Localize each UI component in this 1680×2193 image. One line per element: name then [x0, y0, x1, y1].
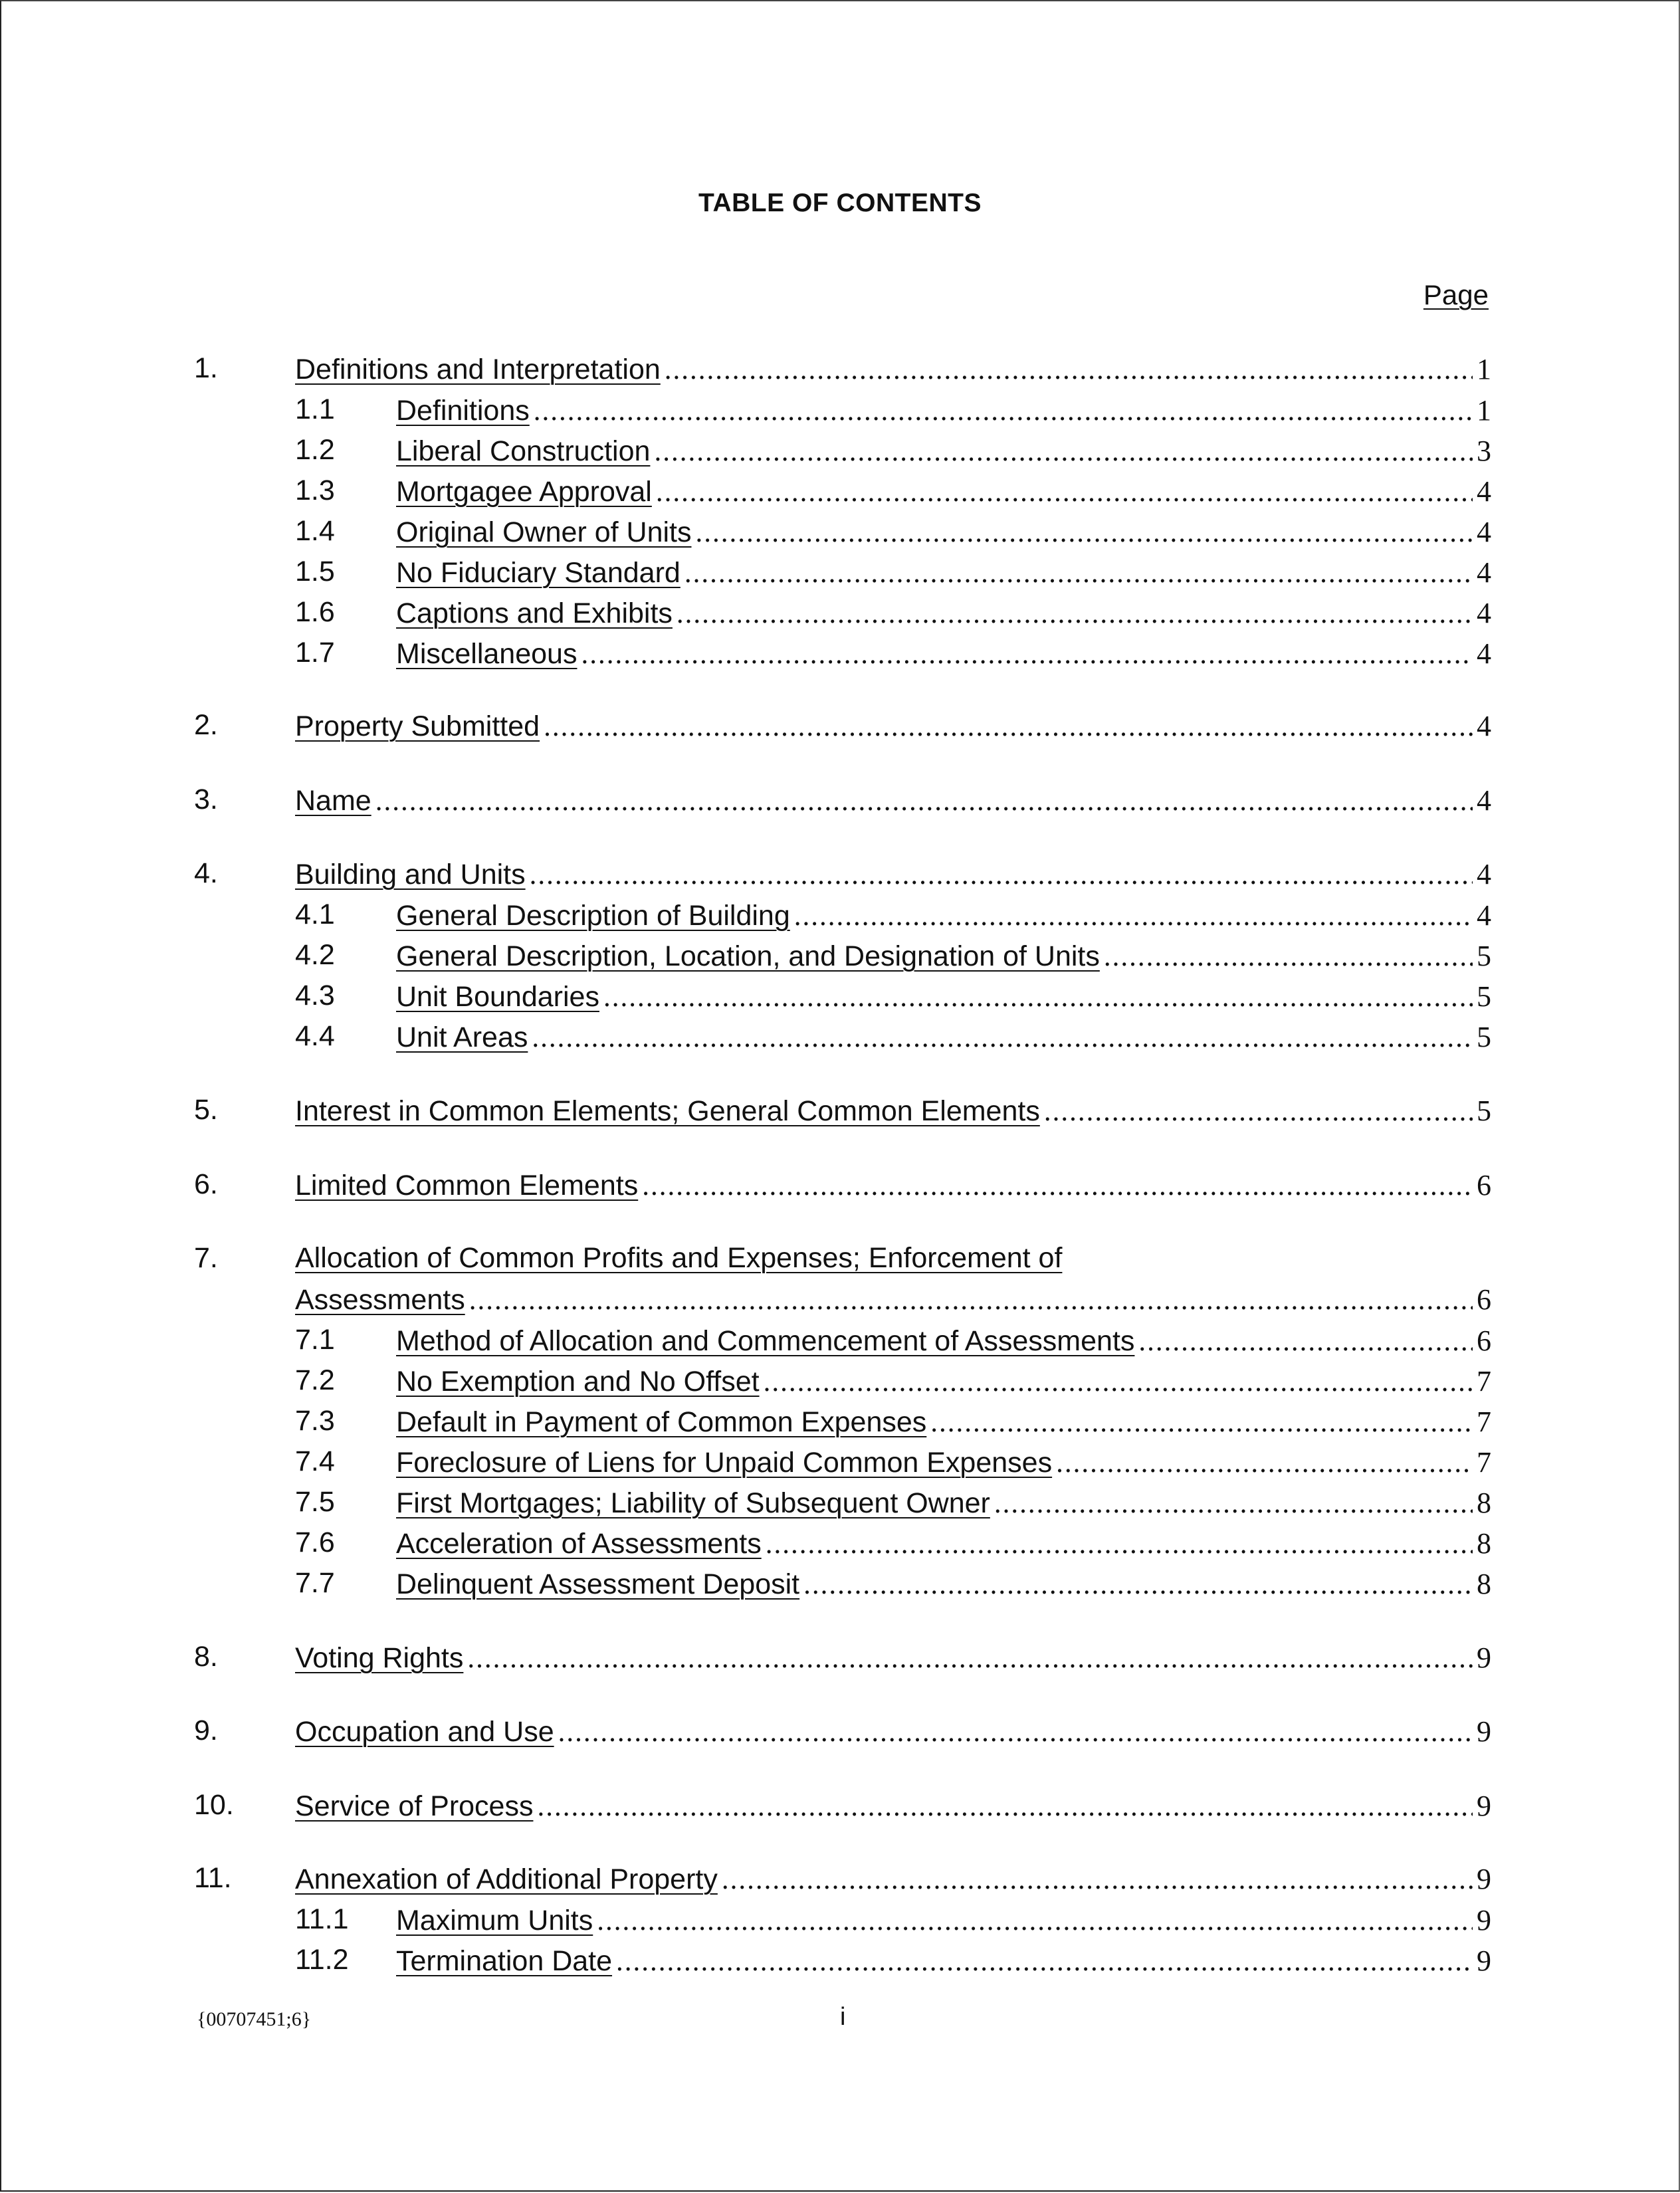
dot-leader	[616, 1945, 1473, 1978]
toc-entry-label: Allocation of Common Profits and Expenses; Enforcement of	[295, 1242, 1063, 1274]
toc-entry-line	[396, 939, 1491, 973]
toc-entry-page: 8	[1477, 1527, 1491, 1560]
toc-entry-label: Captions and Exhibits	[396, 597, 673, 629]
toc-subentry	[194, 1445, 1491, 1487]
toc-subentry	[194, 1364, 1491, 1406]
dot-leader	[766, 1528, 1473, 1560]
toc-subentry	[194, 1405, 1491, 1446]
toc-entry-number: 4.3	[295, 980, 335, 1011]
toc-entry-label: Unit Areas	[396, 1021, 528, 1053]
toc-entry-number: 7.7	[295, 1567, 335, 1599]
toc-entry-page: 4	[1477, 475, 1491, 508]
toc-entry-label: Occupation and Use	[295, 1716, 554, 1748]
toc-entry	[194, 1789, 1491, 1830]
toc-entry-number: 4.2	[295, 939, 335, 971]
toc-entry-line	[396, 1405, 1491, 1439]
toc-entry-line	[295, 709, 1491, 743]
toc-entry-number: 7.1	[295, 1324, 335, 1356]
toc-entry-page: 9	[1477, 1863, 1491, 1895]
toc-entry-page: 7	[1477, 1446, 1491, 1479]
toc-entry-page: 5	[1477, 980, 1491, 1013]
dot-leader	[469, 1284, 1473, 1316]
toc-entry-line	[396, 1944, 1491, 1978]
toc-subentry	[194, 1903, 1491, 1944]
toc-entry-label: Maximum Units	[396, 1905, 593, 1936]
dot-leader	[642, 1170, 1473, 1202]
toc-entry-number: 1.7	[295, 637, 335, 669]
dot-leader	[994, 1487, 1473, 1520]
dot-leader	[1138, 1325, 1473, 1358]
toc-entry-number: 1.4	[295, 515, 335, 547]
dot-leader	[665, 354, 1473, 386]
toc-entry-page: 3	[1477, 435, 1491, 467]
dot-leader	[581, 638, 1473, 671]
toc-entry-line	[396, 596, 1491, 630]
toc-subentry	[194, 556, 1491, 597]
dot-leader	[534, 395, 1473, 427]
toc-entry-number: 6.	[194, 1168, 218, 1200]
toc-entry-label: Voting Rights	[295, 1642, 464, 1674]
toc-entry	[194, 1641, 1491, 1682]
toc-entry-label: Interest in Common Elements; General Common Elements	[295, 1095, 1040, 1127]
toc-entry-number: 10.	[194, 1789, 234, 1821]
toc-entry-page: 6	[1477, 1324, 1491, 1357]
toc-entry-line	[295, 1283, 1491, 1316]
toc-entry-number: 7.	[194, 1242, 218, 1274]
toc-entry-line	[396, 434, 1491, 468]
toc-entry-label: Limited Common Elements	[295, 1170, 639, 1201]
toc-subentry	[194, 1020, 1491, 1061]
dot-leader	[1044, 1095, 1473, 1128]
toc-subentry	[194, 898, 1491, 940]
toc-entry-line	[295, 1789, 1491, 1823]
toc-entry-label: Property Submitted	[295, 710, 540, 742]
toc-entry-line	[396, 1567, 1491, 1601]
toc-subentry	[194, 515, 1491, 556]
toc-entry-line	[396, 556, 1491, 589]
toc-subentry	[194, 1526, 1491, 1568]
toc-entry-number: 7.3	[295, 1405, 335, 1437]
page-column-header: Page	[1423, 279, 1489, 310]
toc-entry-label: Definitions	[396, 395, 530, 427]
toc-entry-label: Assessments	[295, 1284, 465, 1316]
toc-entry-number: 11.	[194, 1862, 232, 1894]
toc-subentry	[194, 474, 1491, 516]
toc-entry-page: 9	[1477, 1715, 1491, 1748]
toc-entry-label: Termination Date	[396, 1945, 613, 1977]
toc-entry-line	[295, 1641, 1491, 1675]
toc-entry-line	[295, 857, 1491, 891]
dot-leader	[696, 516, 1473, 549]
toc-entry-label: Default in Payment of Common Expenses	[396, 1406, 927, 1438]
toc-entry-page: 4	[1477, 516, 1491, 548]
toc-entry-number: 4.	[194, 857, 218, 889]
toc-entry	[194, 1715, 1491, 1756]
dot-leader	[656, 476, 1473, 508]
toc-entry-line	[396, 1364, 1491, 1398]
toc-entry-page: 7	[1477, 1365, 1491, 1398]
footer-page-number: i	[840, 2003, 846, 2031]
dot-leader	[930, 1406, 1473, 1439]
toc-entry-page: 6	[1477, 1283, 1491, 1316]
toc-entry-line	[396, 1445, 1491, 1479]
toc-subentry	[194, 1324, 1491, 1365]
dot-leader	[722, 1863, 1473, 1896]
toc-entry-label: Name	[295, 785, 371, 817]
toc-entry-page: 9	[1477, 1790, 1491, 1822]
toc-entry-label: Miscellaneous	[396, 638, 578, 670]
toc-entry-page: 8	[1477, 1487, 1491, 1519]
toc-entry	[194, 352, 1491, 393]
toc-entry-number: 1.1	[295, 393, 335, 425]
toc-entry-line	[295, 1094, 1491, 1128]
toc-entry	[194, 1168, 1491, 1209]
toc-entry-page: 9	[1477, 1904, 1491, 1936]
toc-entry-line	[396, 1324, 1491, 1358]
toc-entry-line	[396, 1526, 1491, 1560]
dot-leader	[654, 435, 1473, 468]
toc-entry-page: 5	[1477, 1021, 1491, 1053]
dot-leader	[603, 981, 1473, 1013]
toc-entry-continuation	[194, 1283, 1491, 1324]
toc-entry-number: 8.	[194, 1641, 218, 1673]
toc-entry-page: 9	[1477, 1944, 1491, 1977]
toc-entry-page: 6	[1477, 1169, 1491, 1201]
dot-leader	[375, 785, 1473, 817]
toc-entry-line	[396, 1903, 1491, 1937]
toc-entry-line	[295, 1168, 1491, 1202]
footer-document-id: {00707451;6}	[197, 2008, 312, 2030]
toc-entry-line	[295, 783, 1491, 817]
toc-entry-line	[295, 1715, 1491, 1748]
toc-entry-label: General Description of Building	[396, 900, 790, 932]
toc-entry	[194, 857, 1491, 898]
dot-leader	[764, 1366, 1473, 1398]
toc-entry-number: 4.1	[295, 898, 335, 930]
toc-entry-number: 11.1	[295, 1903, 349, 1935]
toc-entry-line	[295, 1862, 1491, 1896]
dot-leader	[537, 1790, 1473, 1823]
toc-entry-number: 3.	[194, 783, 218, 815]
toc-subentry	[194, 1567, 1491, 1608]
toc-entry-label: Mortgagee Approval	[396, 476, 652, 508]
dot-leader	[677, 597, 1473, 630]
toc-entry-label: Unit Boundaries	[396, 981, 599, 1013]
toc-entry-line	[396, 980, 1491, 1013]
dot-leader	[467, 1642, 1473, 1675]
toc-entry-number: 7.5	[295, 1486, 335, 1518]
dot-leader	[544, 710, 1473, 743]
toc-entry-number: 9.	[194, 1715, 218, 1746]
toc-entry-number: 7.2	[295, 1364, 335, 1396]
toc-entry-page: 4	[1477, 784, 1491, 817]
toc-entry-number: 4.4	[295, 1020, 335, 1052]
toc-entry-label: Original Owner of Units	[396, 516, 692, 548]
toc-subentry	[194, 393, 1491, 435]
toc-entry-page: 1	[1477, 353, 1491, 385]
toc-entry-label: No Exemption and No Offset	[396, 1366, 760, 1398]
dot-leader	[558, 1716, 1473, 1748]
page-title: TABLE OF CONTENTS	[698, 189, 982, 217]
toc-entry-page: 5	[1477, 1095, 1491, 1127]
toc-entry-number: 7.6	[295, 1526, 335, 1558]
toc-entry-label: Method of Allocation and Commencement of Assessments	[396, 1325, 1135, 1357]
toc-entry-line	[396, 515, 1491, 549]
toc-entry-label: Liberal Construction	[396, 435, 651, 467]
toc-entry-label: No Fiduciary Standard	[396, 557, 681, 589]
toc-entry	[194, 1862, 1491, 1903]
toc-entry-line	[396, 1020, 1491, 1054]
dot-leader	[684, 557, 1473, 589]
toc-entry-number: 1.	[194, 352, 218, 384]
toc-subentry	[194, 939, 1491, 980]
toc-entry-number: 1.6	[295, 596, 335, 628]
toc-entry-label: Building and Units	[295, 859, 526, 890]
toc-entry-page: 7	[1477, 1406, 1491, 1438]
toc-entry-line	[396, 474, 1491, 508]
toc-entry-label: Annexation of Additional Property	[295, 1863, 718, 1895]
dot-leader	[803, 1568, 1473, 1601]
toc-list	[194, 1, 1491, 2193]
toc-entry-page: 4	[1477, 556, 1491, 589]
toc-entry-number: 2.	[194, 709, 218, 741]
toc-entry-label: Acceleration of Assessments	[396, 1528, 762, 1560]
toc-entry-label: Definitions and Interpretation	[295, 354, 661, 385]
toc-entry-number: 11.2	[295, 1944, 349, 1976]
toc-subentry	[194, 1486, 1491, 1527]
toc-subentry	[194, 434, 1491, 475]
toc-entry-line	[396, 637, 1491, 671]
toc-entry-page: 4	[1477, 637, 1491, 670]
toc-entry-line	[396, 393, 1491, 427]
toc-entry-label: First Mortgages; Liability of Subsequent Owner	[396, 1487, 990, 1519]
toc-entry-line	[396, 1486, 1491, 1520]
toc-entry-page: 8	[1477, 1568, 1491, 1600]
toc-entry-page: 4	[1477, 710, 1491, 742]
toc-entry-number: 5.	[194, 1094, 218, 1126]
toc-entry-label: Service of Process	[295, 1790, 534, 1822]
toc-entry-label: Delinquent Assessment Deposit	[396, 1568, 800, 1600]
dot-leader	[1056, 1447, 1473, 1479]
dot-leader	[794, 900, 1473, 932]
toc-entry-page: 4	[1477, 858, 1491, 890]
toc-subentry	[194, 637, 1491, 678]
toc-entry-page: 9	[1477, 1641, 1491, 1674]
toc-entry	[194, 1242, 1491, 1283]
toc-entry-number: 7.4	[295, 1445, 335, 1477]
dot-leader	[597, 1905, 1473, 1937]
toc-entry	[194, 709, 1491, 750]
toc-subentry	[194, 980, 1491, 1021]
toc-subentry	[194, 596, 1491, 637]
toc-entry-number: 1.5	[295, 556, 335, 587]
toc-entry-page: 5	[1477, 940, 1491, 972]
toc-entry	[194, 1094, 1491, 1135]
toc-entry-page: 4	[1477, 899, 1491, 932]
toc-entry-page: 1	[1477, 394, 1491, 427]
toc-entry-label: Foreclosure of Liens for Unpaid Common Expenses	[396, 1447, 1053, 1479]
toc-entry-line	[396, 898, 1491, 932]
dot-leader	[532, 1021, 1473, 1054]
toc-entry-page: 4	[1477, 597, 1491, 629]
toc-entry-line	[295, 352, 1491, 386]
toc-entry-number: 1.3	[295, 474, 335, 506]
dot-leader	[1104, 940, 1473, 973]
toc-entry	[194, 783, 1491, 825]
toc-entry-number: 1.2	[295, 434, 335, 466]
toc-entry-label: General Description, Location, and Designation of Units	[396, 940, 1100, 972]
toc-subentry	[194, 1944, 1491, 1985]
dot-leader	[530, 859, 1473, 891]
